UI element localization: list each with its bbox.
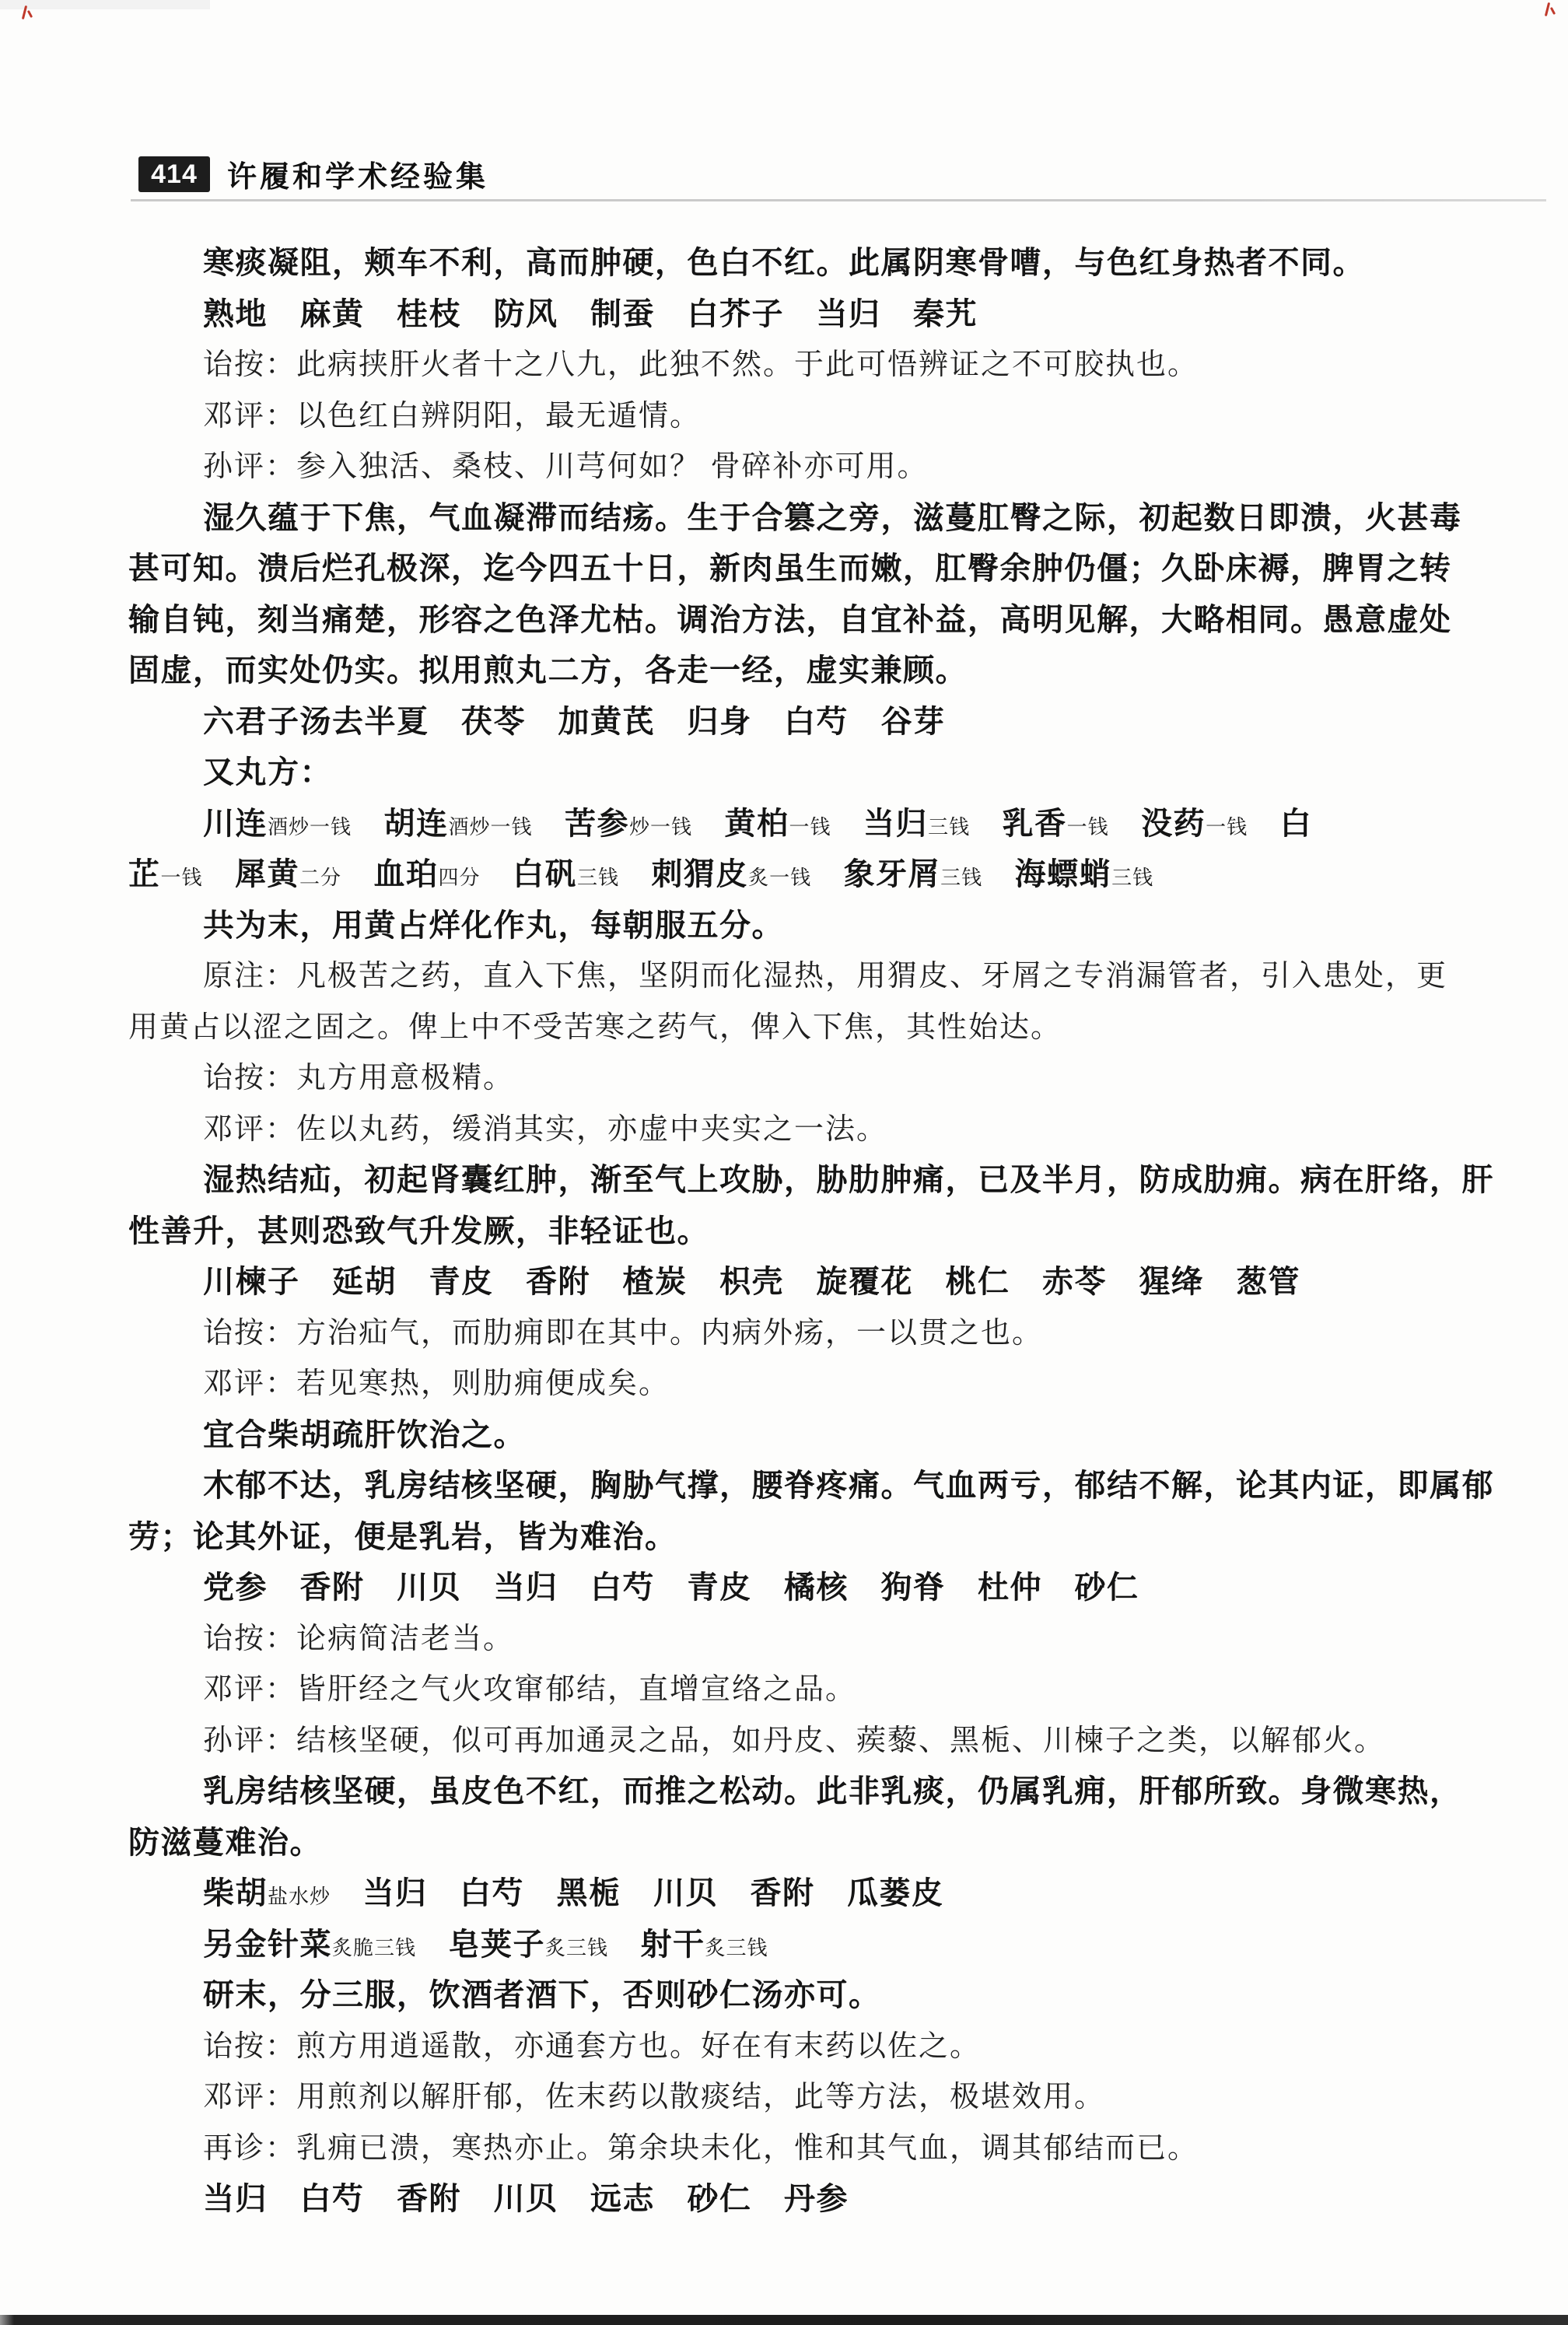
dosage-annotation: 一钱 [1066, 814, 1109, 839]
text-line [128, 1970, 1443, 2022]
text-line [128, 1563, 1443, 1614]
text-line [128, 493, 1462, 544]
text-run: 再诊：乳痈已溃，寒热亦止。第余块未化，惟和其气血，调其郁结而已。 [203, 2131, 1199, 2165]
text-run: 刺猬皮 [619, 857, 749, 891]
text-run: 木郁不达，乳房结核坚硬，胸胁气撑，腰脊疼痛。气血两亏，郁结不解，论其内证，即属郁 [203, 1469, 1494, 1503]
text-run: 邓评：皆肝经之气火攻窜郁结，直增宣络之品。 [203, 1673, 857, 1706]
text-line [128, 2022, 1443, 2073]
dosage-annotation: 炙三钱 [705, 1935, 768, 1959]
text-run: 孙评：参入独活、桑枝、川芎何如？ 骨碎补亦可用。 [203, 450, 929, 483]
text-run: 又丸方： [203, 755, 332, 790]
text-run: 湿久蕴于下焦，气血凝滞而结疡。生于合篡之旁，滋蔓肛臀之际，初起数日即溃，火甚毒 [203, 500, 1462, 535]
page-number-badge: 414 [138, 156, 210, 192]
dosage-annotation: 酒炒一钱 [268, 814, 352, 839]
text-run: 另金针菜 [203, 1927, 332, 1962]
text-line [128, 1767, 1462, 1818]
page-header [138, 152, 488, 195]
text-run: 共为末，用黄占烊化作丸，每朝服五分。 [203, 908, 784, 943]
text-line [128, 1003, 1443, 1054]
text-line [128, 289, 1443, 341]
text-run: 胡连 [352, 806, 449, 841]
text-run: 宜合柴胡疏肝饮治之。 [203, 1417, 526, 1452]
text-run: 用黄占以涩之固之。俾上中不受苦寒之药气，俾入下焦，其性始达。 [128, 1010, 1062, 1044]
text-run: 白 [1248, 806, 1313, 841]
text-run: 皂荚子 [416, 1927, 546, 1962]
dosage-annotation: 三钱 [940, 866, 983, 889]
dosage-annotation: 三钱 [577, 866, 620, 889]
text-line [128, 1105, 1443, 1156]
text-run: 诒按：论病简洁老当。 [203, 1622, 515, 1655]
red-pen-mark-top-right-icon [1542, 1, 1557, 19]
text-run: 犀黄 [202, 857, 300, 891]
text-run: 象牙屑 [811, 857, 941, 891]
text-line [128, 442, 1443, 493]
text-run: 乳房结核坚硬，虽皮色不红，而推之松动。此非乳痰，仍属乳痈，肝郁所致。身微寒热， [203, 1774, 1462, 1809]
text-line [128, 1665, 1443, 1716]
dosage-annotation: 一钱 [1206, 814, 1248, 839]
text-run: 研末，分三服，饮酒者酒下，否则砂仁汤亦可。 [203, 1978, 881, 2012]
dosage-annotation: 一钱 [160, 866, 203, 889]
text-line [128, 901, 1443, 952]
text-line [128, 391, 1443, 443]
text-line [128, 849, 1443, 901]
text-run: 甚可知。溃后烂孔极深，迄今四五十日，新肉虽生而嫩，肛臀余肿仍僵；久卧床褥，脾胃之转 [128, 551, 1452, 586]
text-line [128, 951, 1448, 1003]
text-run: 柴胡 [203, 1876, 268, 1910]
text-run: 熟地 麻黄 桂枝 防风 制蚕 白芥子 当归 秦艽 [203, 296, 978, 331]
dosage-annotation: 四分 [438, 866, 481, 889]
text-line [128, 2174, 1443, 2225]
text-run: 党参 香附 川贝 当归 白芍 青皮 橘核 狗脊 杜仲 砂仁 [203, 1570, 1139, 1605]
text-run: 诒按：此病挟肝火者十之八九，此独不然。于此可悟辨证之不可胶执也。 [203, 348, 1199, 381]
text-run: 乳香 [970, 806, 1067, 841]
text-line [128, 1308, 1443, 1360]
book-title: 许履和学术经验集 [227, 161, 489, 194]
text-line [128, 799, 1443, 850]
text-line [128, 1868, 1443, 1920]
text-run: 白矾 [480, 857, 578, 891]
dosage-annotation: 酒炒一钱 [448, 814, 533, 839]
text-run: 没药 [1108, 806, 1206, 841]
text-line [128, 1410, 1443, 1462]
text-line [128, 1716, 1443, 1767]
text-line [128, 1053, 1443, 1105]
dosage-annotation: 三钱 [928, 814, 971, 839]
dosage-annotation: 一钱 [789, 814, 831, 839]
text-run: 芷 [128, 857, 161, 891]
text-run: 血珀 [341, 857, 439, 891]
text-line [128, 2072, 1443, 2124]
text-line [128, 340, 1443, 391]
text-run: 苦参 [532, 806, 630, 841]
text-run: 邓评：佐以丸药，缓消其实，亦虚中夹实之一法。 [203, 1112, 888, 1146]
text-run: 海螵蛸 [982, 857, 1112, 891]
text-line [128, 544, 1452, 595]
text-line [128, 1920, 1443, 1971]
text-line [128, 1206, 1443, 1258]
page-text-block [128, 238, 1494, 2225]
text-run: 当归 [831, 806, 929, 841]
dosage-annotation: 三钱 [1111, 866, 1154, 889]
dosage-annotation: 炙三钱 [545, 1935, 609, 1959]
text-run: 当归 白芍 香附 川贝 远志 砂仁 丹参 [203, 2182, 849, 2216]
text-run: 邓评：若见寒热，则肋痈便成矣。 [203, 1367, 670, 1400]
text-run: 诒按：丸方用意极精。 [203, 1062, 515, 1094]
dosage-annotation: 炙一钱 [748, 866, 812, 889]
text-line [128, 1614, 1443, 1665]
text-line [128, 1155, 1494, 1206]
text-line [128, 646, 1443, 697]
text-line [128, 697, 1443, 748]
text-run: 邓评：以色红白辨阴阳，最无遁情。 [203, 399, 702, 432]
text-run: 黄柏 [692, 806, 789, 841]
text-run: 输自钝，刻当痛楚，形容之色泽尤枯。调治方法，自宜补益，高明见解，大略相同。愚意虚处 [128, 602, 1452, 637]
header-divider [131, 199, 1546, 201]
text-run: 诒按：方治疝气，而肋痈即在其中。内病外疡，一以贯之也。 [203, 1316, 1044, 1350]
text-run: 六君子汤去半夏 茯苓 加黄芪 归身 白芍 谷芽 [203, 704, 946, 739]
dosage-annotation: 炒一钱 [629, 814, 693, 839]
text-run: 防滋蔓难治。 [128, 1825, 322, 1860]
text-line [128, 748, 1443, 799]
text-line [128, 1818, 1443, 1869]
scan-bottom-edge [0, 2315, 1568, 2325]
text-run: 寒痰凝阻，颊车不利，高而肿硬，色白不红。此属阴寒骨嘈，与色红身热者不同。 [203, 246, 1365, 280]
text-line [128, 595, 1452, 646]
text-run: 孙评：结核坚硬，似可再加通灵之品，如丹皮、蒺藜、黑栀、川楝子之类，以解郁火。 [203, 1724, 1386, 1757]
dosage-annotation: 二分 [299, 866, 342, 889]
text-line [128, 1257, 1443, 1308]
text-run: 邓评：用煎剂以解肝郁，佐末药以散痰结，此等方法，极堪效用。 [203, 2081, 1106, 2113]
text-line [128, 1512, 1443, 1563]
text-run: 性善升，甚则恐致气升发厥，非轻证也。 [128, 1213, 709, 1248]
text-line [128, 1359, 1443, 1410]
text-run: 湿热结疝，初起肾囊红肿，渐至气上攻胁，胁肋肿痛，已及半月，防成肋痈。病在肝络，肝 [203, 1163, 1494, 1197]
text-run: 诒按：煎方用逍遥散，亦通套方也。好在有末药以佐之。 [203, 2029, 982, 2063]
text-line [128, 1461, 1494, 1512]
dosage-annotation: 炙脆三钱 [332, 1935, 417, 1959]
text-run: 川连 [203, 806, 268, 841]
text-line [128, 238, 1443, 289]
text-run: 川楝子 延胡 青皮 香附 楂炭 枳壳 旋覆花 桃仁 赤苓 猩绛 葱管 [203, 1265, 1300, 1299]
dosage-annotation: 盐水炒 [268, 1885, 331, 1908]
text-run: 固虚，而实处仍实。拟用煎丸二方，各走一经，虚实兼顾。 [128, 653, 968, 688]
text-run: 劳；论其外证，便是乳岩，皆为难治。 [128, 1519, 677, 1554]
text-line [128, 2124, 1443, 2175]
text-run: 射干 [608, 1927, 705, 1962]
text-run: 当归 白芍 黑栀 川贝 香附 瓜蒌皮 [331, 1876, 944, 1910]
text-run: 原注：凡极苦之药，直入下焦，坚阴而化湿热，用猬皮、牙屑之专消漏管者，引入患处，更 [203, 960, 1448, 993]
red-pen-mark-top-left-icon [19, 4, 34, 23]
